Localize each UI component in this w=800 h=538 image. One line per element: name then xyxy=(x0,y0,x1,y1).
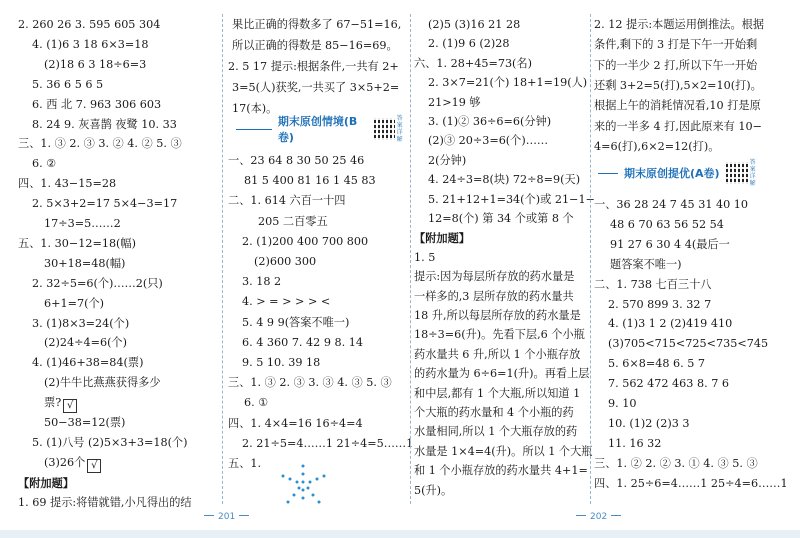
answer-line: 6. ① xyxy=(244,396,269,410)
answer-line: 的药水量为 6÷6=1(升)。再看上层 xyxy=(414,367,590,381)
qr-caption: 答案详解 xyxy=(396,115,403,143)
answer-line: 3. (1)8×3=24(个) xyxy=(32,316,130,330)
check-box: √ xyxy=(87,459,101,473)
column-divider xyxy=(410,14,411,504)
answer-line: 4=6(打),6×2=12(打)。 xyxy=(594,139,720,153)
answer-line: 来的一半多 4 打,因此原来有 10− xyxy=(594,119,763,133)
answer-line: 11. 16 32 xyxy=(608,436,662,450)
answer-line: 50−38=12(票) xyxy=(44,416,126,429)
answer-line: (2)5 (3)16 21 28 xyxy=(428,18,521,31)
answer-line: 3. 18 2 xyxy=(242,275,282,289)
answer-line: 果比正确的得数多了 67−51=16, xyxy=(232,18,402,31)
answer-line: 9. 10 xyxy=(608,397,637,410)
answer-line: 48 6 70 63 56 52 54 xyxy=(610,217,724,231)
banner-title: 期末原创提优(A卷) xyxy=(624,167,720,180)
answer-line: 2. 5 17 提示:根据条件,一共有 2+ xyxy=(228,60,399,73)
section-banner-b xyxy=(236,116,406,142)
answer-line: 2. 260 26 3. 595 605 304 xyxy=(18,18,161,31)
qr-code-icon[interactable] xyxy=(374,118,395,140)
answer-line: 5. (1)八号 (2)5×3+3=18(个) xyxy=(32,435,188,449)
page-number-right: 202 xyxy=(572,512,625,522)
answer-line: 10. (1)2 (2)3 3 xyxy=(608,416,690,430)
answer-line: 6. ② xyxy=(32,157,57,171)
answer-line: 5. 21+12+1=34(个)或 21−1− xyxy=(428,192,595,206)
check-box: √ xyxy=(63,399,77,413)
answer-line: 4. 24÷3=8(块) 72÷8=9(天) xyxy=(428,173,581,187)
answer-line: 水量相同,所以 1 个大瓶存放的药 xyxy=(414,425,578,439)
answer-line: 二、1. 614 六百一十四 xyxy=(228,194,346,208)
answer-line: 六、1. 28+45=73(名) xyxy=(414,56,532,70)
answer-line: 2. 12 提示:本题运用倒推法。根据 xyxy=(594,18,765,31)
answer-line: 三、1. ② 2. ② 3. ① 4. ③ 5. ③ xyxy=(594,456,758,470)
answer-line: 四、1. 43−15=28 xyxy=(18,177,117,191)
answer-line: 205 二百零五 xyxy=(258,214,328,228)
answer-line: 三、1. ③ 2. ③ 3. ③ 4. ③ 5. ③ xyxy=(228,376,392,390)
answer-line: 五、1. xyxy=(228,457,262,470)
column-3 xyxy=(414,0,595,508)
answer-line: 2. 21÷5=4……1 21÷4=5……1 xyxy=(242,436,414,450)
answer-line: (2)18 6 3 18÷6=3 xyxy=(44,57,147,71)
banner-rule xyxy=(598,173,618,174)
answer-line: (2)③ 20÷3=6(个)…… xyxy=(428,134,549,148)
answer-line: (2)600 300 xyxy=(254,255,317,268)
answer-line: 6+1=7(个) xyxy=(44,296,105,310)
answer-line: 一、23 64 8 30 50 25 46 xyxy=(228,154,365,167)
answer-line: 18÷3=6(升)。先看下层,6 个小瓶 xyxy=(414,328,585,342)
answer-line: 1. 5 xyxy=(414,250,436,264)
answer-line: 四、1. 4×4=16 16÷4=4 xyxy=(228,416,363,430)
answer-line: 9. 5 10. 39 18 xyxy=(242,356,321,369)
answer-line: 还剩 3+2=5(打),5×2=10(打)。 xyxy=(594,78,762,92)
answer-line: 6. 西 北 7. 963 306 603 xyxy=(32,97,162,111)
answer-line: 2. 570 899 3. 32 7 xyxy=(608,297,712,311)
answer-line: (2)24÷4=6(个) xyxy=(44,336,127,350)
answer-line: 水量是 1×4=4(升)。所以 1 个大瓶 xyxy=(414,444,593,458)
column-divider xyxy=(222,14,223,504)
answer-line: 2. (1)200 400 700 800 xyxy=(242,234,369,248)
answer-line: 票? √ xyxy=(44,396,77,413)
answer-line: 4. (1)3 1 2 (2)419 410 xyxy=(608,317,733,331)
answer-line: 2. (1)9 6 (2)28 xyxy=(428,37,510,51)
answer-line: 四、1. 25÷6=4……1 25÷4=6……1 xyxy=(594,476,788,490)
column-divider xyxy=(590,14,591,504)
answer-line: 5. 4 9 9(答案不唯一) xyxy=(242,315,350,329)
answer-line: 题答案不唯一) xyxy=(610,257,682,271)
answer-line: (3)705<715<725<735<745 xyxy=(608,337,769,351)
answer-line: 5. 36 6 5 6 5 xyxy=(32,77,104,91)
answer-line: 药水量共 6 升,所以 1 个小瓶存放 xyxy=(414,347,581,361)
answer-line: 2(分钟) xyxy=(428,153,467,167)
qr-code-icon[interactable] xyxy=(726,162,748,184)
answer-line: 18 升,所以每层所存放的药水量是 xyxy=(414,309,581,322)
answer-line: 五、1. 30−12=18(幅) xyxy=(18,236,136,250)
banner-title: 期末原创情境(B卷) xyxy=(277,115,358,144)
column-1 xyxy=(18,0,214,508)
answer-line: 三、1. ③ 2. ③ 3. ② 4. ② 5. ③ xyxy=(18,137,182,151)
answer-line: 1. 69 提示:将错就错,小凡得出的结 xyxy=(18,495,192,509)
answer-line: 条件,剩下的 3 打是下午一开始剩 xyxy=(594,38,758,52)
answer-line: 提示:因为每层所存放的药水量是 xyxy=(414,270,575,284)
answer-line: 17÷3=5……2 xyxy=(44,217,121,230)
answer-line: 2. 3×7=21(个) 18+1=19(人) xyxy=(428,76,588,90)
answer-line: (3)26个 √ xyxy=(44,456,101,473)
answer-line: 4. (1)46+38=84(票) xyxy=(32,356,144,370)
qr-caption: 答案详解 xyxy=(749,159,756,187)
answer-line: 6. 4 360 7. 42 9 8. 14 xyxy=(242,335,363,349)
answer-line: 二、1. 738 七百三十八 xyxy=(594,277,712,291)
answer-line: 30+18=48(幅) xyxy=(44,256,126,270)
answer-line: 8. 24 9. 灰喜鹊 夜鹭 10. 33 xyxy=(32,117,177,131)
answer-line: 5. 6×8=48 6. 5 7 xyxy=(608,357,706,371)
answer-line: 3=5(人)获奖,一共买了 3×5+2= xyxy=(232,81,400,94)
answer-line: 4. (1)6 3 18 6×3=18 xyxy=(32,37,149,51)
answer-line: 5(升)。 xyxy=(414,483,453,497)
page-footer-band xyxy=(0,530,800,538)
page-number-left: 201 xyxy=(200,512,253,522)
answer-line: 所以正确的得数是 85−16=69。 xyxy=(232,39,398,52)
answer-line: 根据上午的消耗情况看,10 打是原 xyxy=(594,99,761,113)
banner-rule xyxy=(236,129,272,130)
answer-line: 2. 32÷5=6(个)……2(只) xyxy=(32,276,163,290)
answer-line: 个大瓶的药水量和 4 个小瓶的药 xyxy=(414,406,574,419)
answer-line: 7. 562 472 463 8. 7 6 xyxy=(608,377,729,391)
answer-line: 2. 5×3+2=17 5×4−3=17 xyxy=(32,197,178,211)
column-4 xyxy=(594,0,790,508)
answer-line: 和中层,都有 1 个大瓶,所以知道 1 xyxy=(414,386,581,400)
answer-line: 91 27 6 30 4 4(最后一 xyxy=(610,237,730,251)
answer-line: 和 1 个小瓶存放的药水量共 4+1= xyxy=(414,464,588,478)
answer-line: 一、36 28 24 7 45 31 40 10 xyxy=(594,198,749,211)
answer-line: 一样多的,3 层所存放的药水量共 xyxy=(414,289,574,303)
star-dot-figure xyxy=(278,462,328,506)
column-2 xyxy=(228,0,414,508)
answer-line: 4. > = > > > < xyxy=(242,295,331,309)
answer-line: 【附加题】 xyxy=(18,475,74,490)
answer-line: 12=8(个) 第 34 个或第 8 个 xyxy=(428,212,574,225)
answer-line: 21>19 够 xyxy=(428,95,481,109)
answer-line: 【附加题】 xyxy=(414,231,470,246)
answer-line: 17(本)。 xyxy=(232,102,278,115)
answer-line: 81 5 400 81 16 1 45 83 xyxy=(244,174,376,188)
answer-line: 3. (1)② 36÷6=6(分钟) xyxy=(428,115,552,128)
section-banner-a xyxy=(598,160,788,186)
answer-line: (2)牛牛比燕燕获得多少 xyxy=(44,376,161,390)
answer-line: 下的一半少 2 打,所以下午一开始 xyxy=(594,58,758,72)
